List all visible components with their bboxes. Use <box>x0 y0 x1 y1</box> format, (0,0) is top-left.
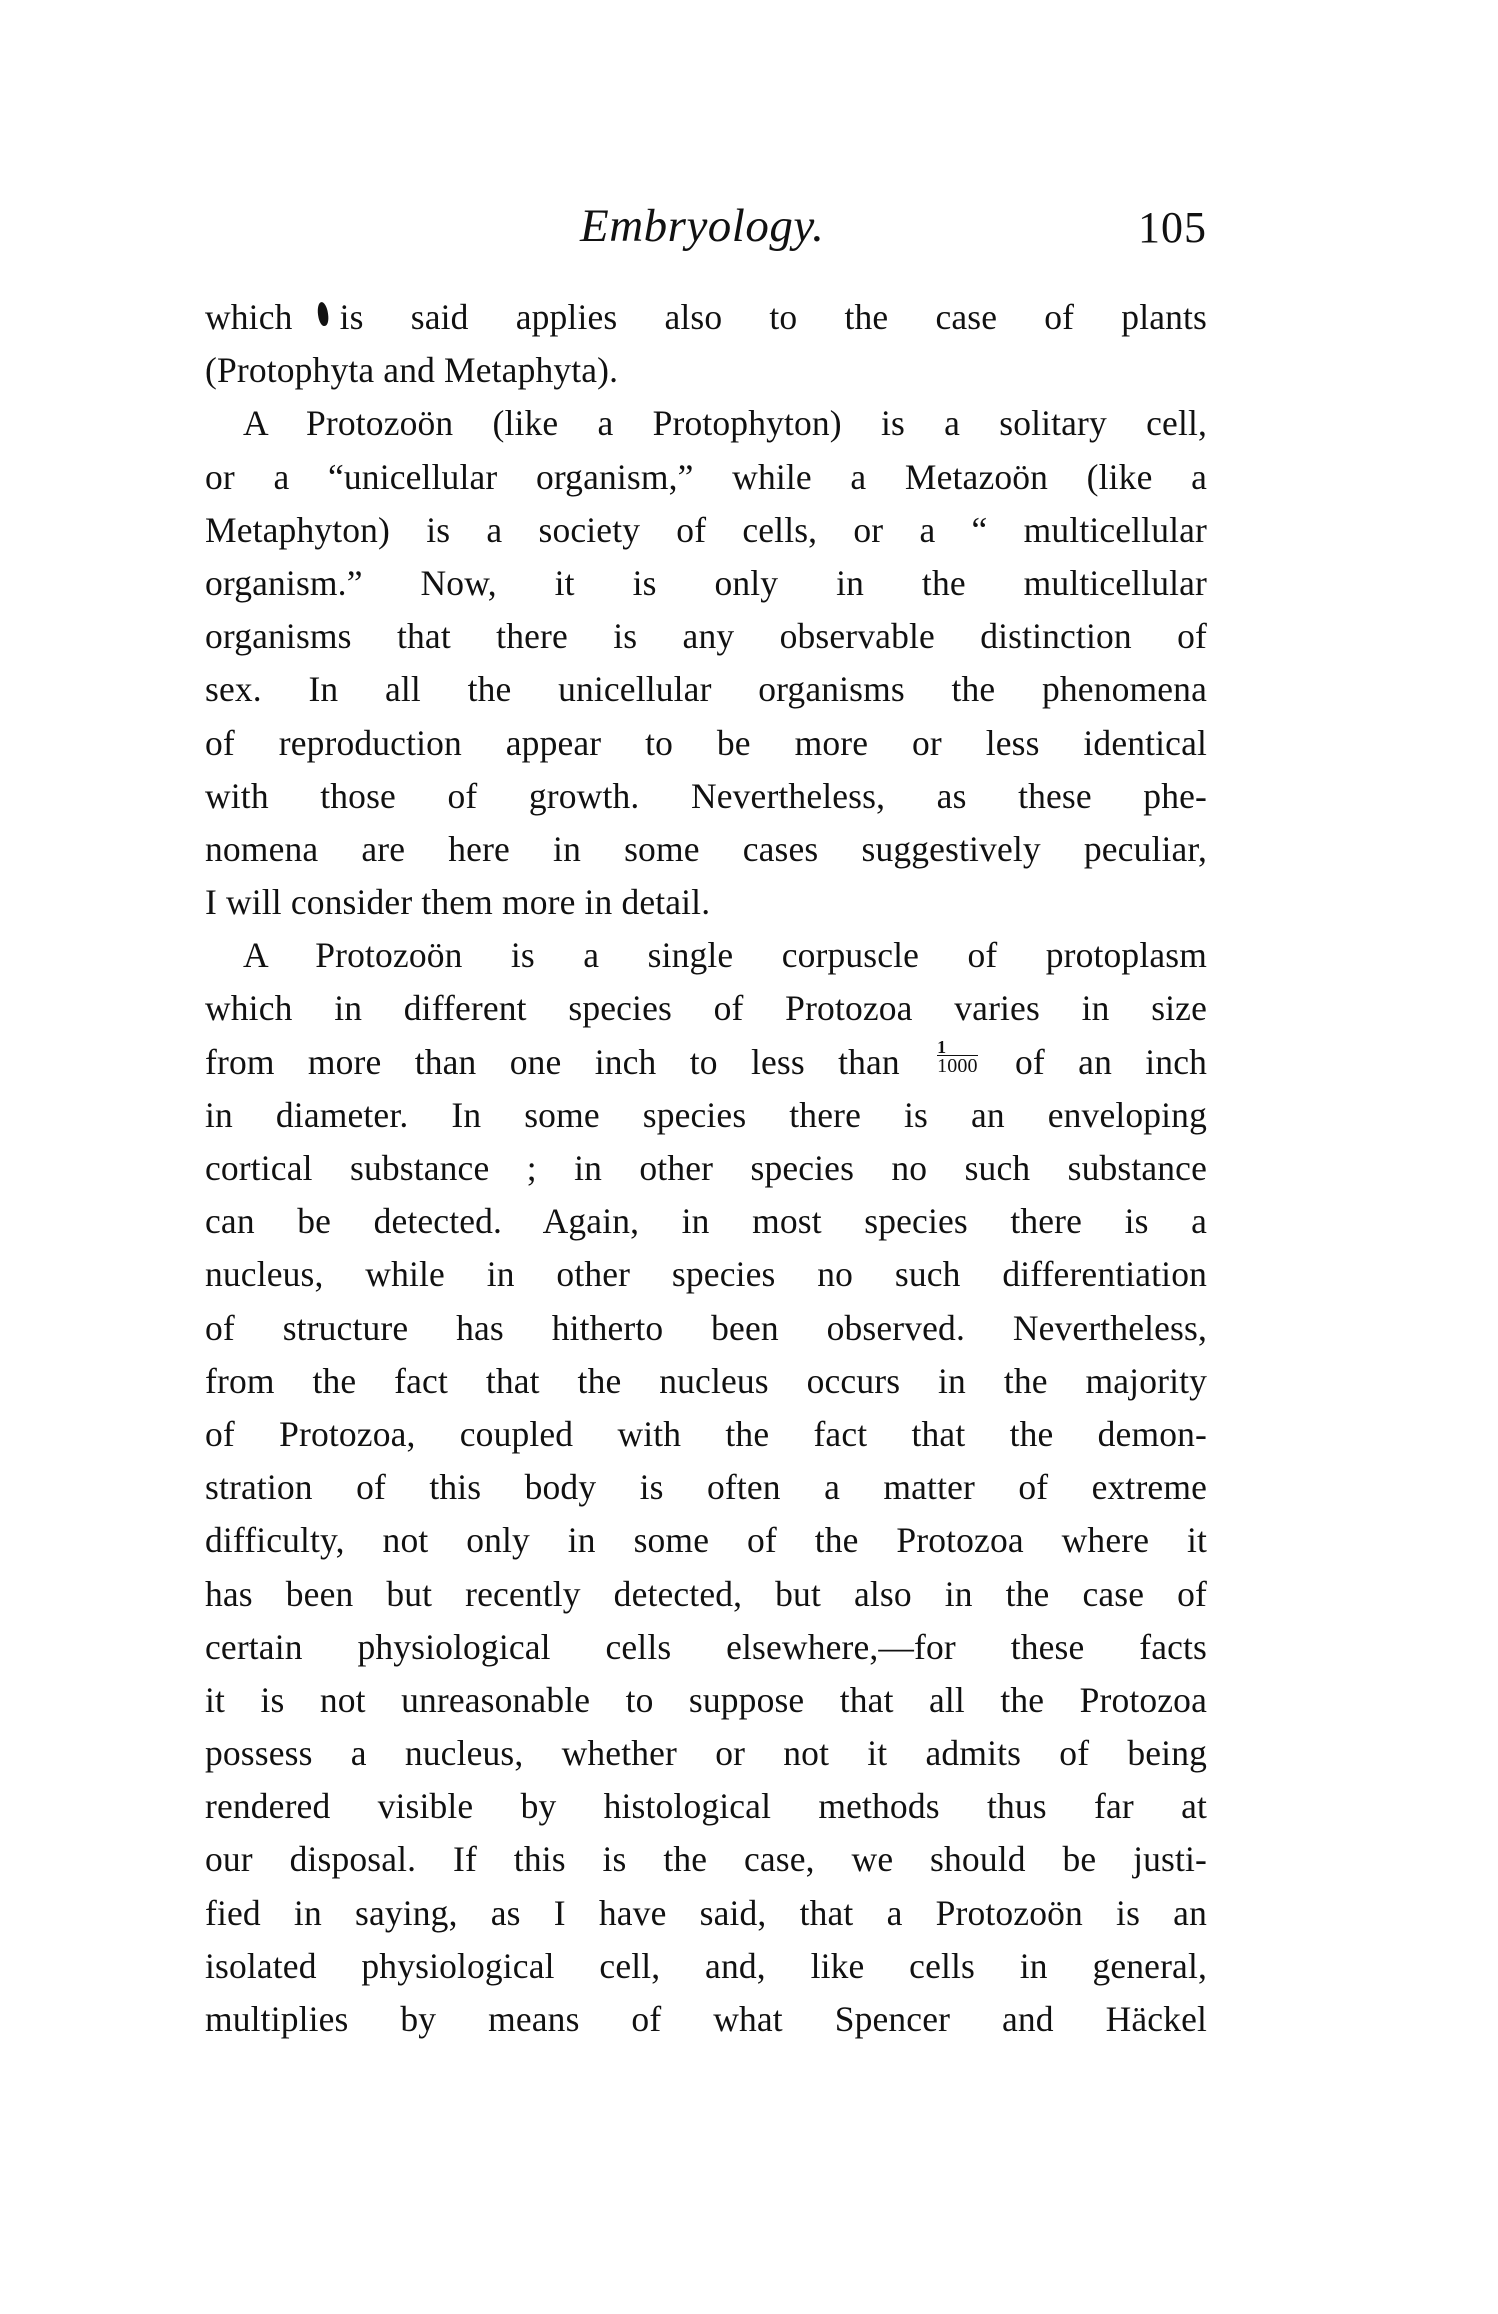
text-line: rendered visible by histological methods thus far at <box>205 1786 1207 1827</box>
text-line: difficulty, not only in some of the Protozoa where it <box>205 1520 1207 1561</box>
text-line: in diameter. In some species there is an enveloping <box>205 1094 1207 1135</box>
text-line: of structure has hitherto been observed. Nevertheless, <box>205 1307 1207 1348</box>
text-line: stration of this body is often a matter of extreme <box>205 1467 1207 1508</box>
text-line: certain physiological cells elsewhere,—for these facts <box>205 1626 1207 1667</box>
fraction-numerator: 1 <box>937 1036 947 1057</box>
text-line: fied in saying, as I have said, that a Protozoön is an <box>205 1892 1207 1933</box>
text-line: nomena are here in some cases suggestively peculiar, <box>205 828 1207 869</box>
running-title: Embryology. <box>580 200 825 252</box>
text-line: sex. In all the unicellular organisms the phenomena <box>205 669 1207 710</box>
text-line: our disposal. If this is the case, we should be justi- <box>205 1839 1207 1880</box>
text-line: of reproduction appear to be more or less identical <box>205 722 1207 763</box>
text-segment: from more than one inch to less than <box>205 1041 900 1082</box>
text-line: from the fact that the nucleus occurs in the majority <box>205 1360 1207 1401</box>
text-line: possess a nucleus, whether or not it admits of being <box>205 1733 1207 1774</box>
text-line: I will consider them more in detail. <box>205 882 711 923</box>
page-number: 105 <box>1138 203 1207 252</box>
body-text <box>205 291 1207 2046</box>
text-line: it is not unreasonable to suppose that all the Protozoa <box>205 1679 1207 1720</box>
text-line: cortical substance ; in other species no such substance <box>205 1148 1207 1188</box>
text-line: of Protozoa, coupled with the fact that the demon- <box>205 1413 1207 1454</box>
text-line: isolated physiological cell, and, like cells in general, <box>205 1945 1207 1986</box>
text-segment: of an inch <box>1015 1041 1207 1082</box>
text-line <box>205 1036 1207 1089</box>
text-line: or a “unicellular organism,” while a Metazoön (like a <box>205 456 1207 497</box>
text-line: Metaphyton) is a society of cells, or a “ multicellular <box>205 509 1207 550</box>
text-line: multiplies by means of what Spencer and Häckel <box>205 1999 1207 2039</box>
text-line: A Protozoön is a single corpuscle of protoplasm <box>243 935 1207 976</box>
text-line: has been but recently detected, but also in the case of <box>205 1573 1207 1614</box>
text-line: organism.” Now, it is only in the multicellular <box>205 562 1207 603</box>
text-line: can be detected. Again, in most species there is a <box>205 1201 1207 1242</box>
text-line: which is said applies also to the case of plants <box>205 297 1207 337</box>
text-line: nucleus, while in other species no such differentiation <box>205 1254 1207 1295</box>
fraction <box>937 1036 978 1077</box>
text-line: organisms that there is any observable distinction of <box>205 616 1207 657</box>
text-line: which in different species of Protozoa varies in size <box>205 988 1207 1029</box>
text-line: A Protozoön (like a Protophyton) is a solitary cell, <box>243 403 1207 444</box>
running-head <box>0 196 1498 256</box>
text-line: with those of growth. Nevertheless, as these phe- <box>205 775 1207 816</box>
fraction-denominator: 1000 <box>937 1054 978 1077</box>
text-line: (Protophyta and Metaphyta). <box>205 350 619 391</box>
